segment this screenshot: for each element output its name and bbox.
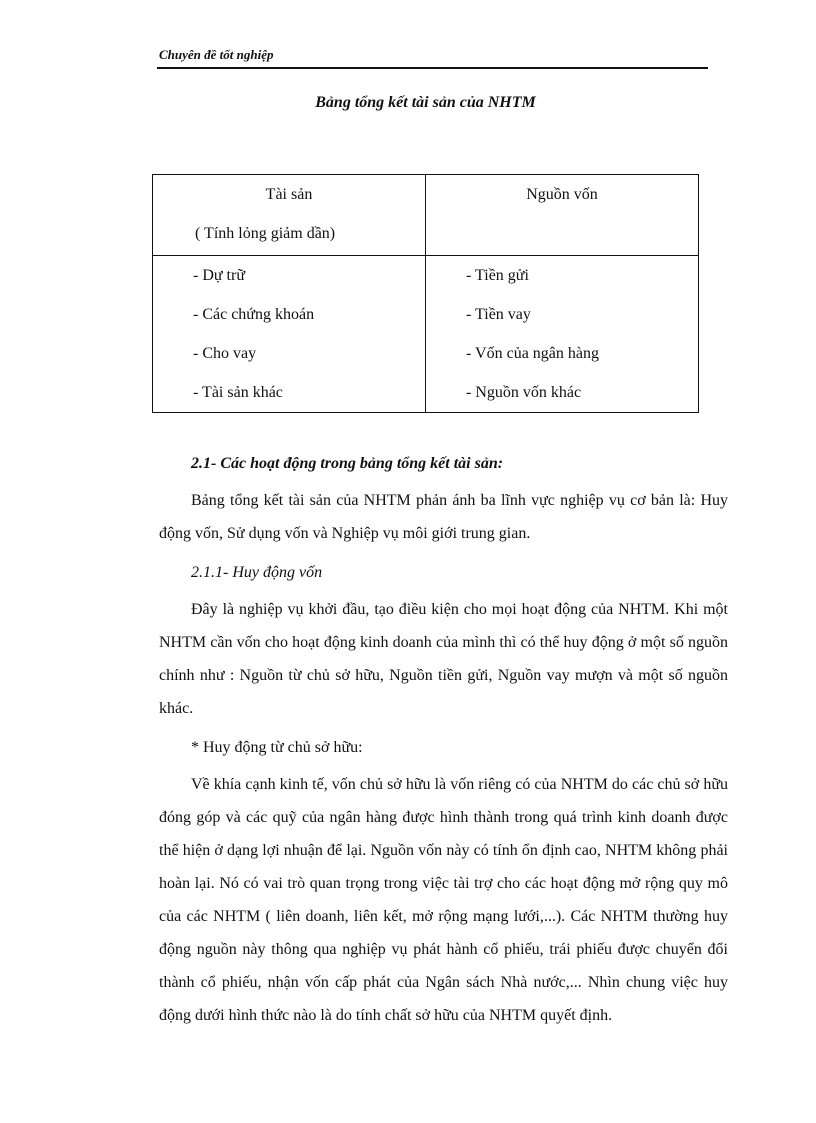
source-item: - Tiền gửi xyxy=(466,267,529,284)
source-item: - Vốn của ngân hàng xyxy=(466,345,599,362)
body-text xyxy=(159,447,728,1038)
paragraph-capital-mobilization: Đây là nghiệp vụ khởi đầu, tạo điều kiện cho mọi hoạt động của NHTM. Khi một NHTM cần vốn cho hoạt động kinh doanh của mình thì có thể huy động ở một số nguồn chính như : Nguồn từ chủ sở hữu, Nguồn tiền gửi, Nguồn vay mượn và một số nguồn khác. xyxy=(159,601,728,717)
table-header-row xyxy=(153,175,699,256)
assets-list-cell xyxy=(153,256,426,413)
running-header: Chuyên đề tốt nghiệp xyxy=(159,47,274,62)
assets-subheader: ( Tính lỏng giảm dần) xyxy=(195,225,336,242)
header-rule xyxy=(157,67,708,69)
balance-sheet-table xyxy=(152,174,699,413)
source-item: - Tiền vay xyxy=(466,306,531,323)
table-title: Bảng tổng kết tài sản của NHTM xyxy=(315,94,536,111)
sources-header: Nguồn vốn xyxy=(526,186,598,203)
assets-header: Tài sản xyxy=(265,186,313,203)
paragraph-intro: Bảng tổng kết tài sản của NHTM phản ánh ba lĩnh vực nghiệp vụ cơ bản là: Huy động vốn, Sử dụng vốn và Nghiệp vụ môi giới trung gian. xyxy=(159,492,728,542)
asset-item: - Dự trữ xyxy=(193,267,245,284)
paragraph-owner-equity: Về khía cạnh kinh tế, vốn chủ sở hữu là vốn riêng có của NHTM do các chủ sở hữu đóng góp và các quỹ của ngân hàng được hình thành trong quá trình kinh doanh được thể hiện ở dạng lợi nhuận để lại. Nguồn vốn này có tính ổn định cao, NHTM không phải hoàn lại. Nó có vai trò quan trọng trong việc tài trợ cho các hoạt động mở rộng quy mô của các NHTM ( liên doanh, liên kết, mở rộng mạng lưới,...). Các NHTM thường huy động nguồn này thông qua nghiệp vụ phát hành cổ phiếu, trái phiếu được chuyển đổi thành cổ phiếu, nhận vốn cấp phát của Ngân sách Nhà nước,... Nhìn chung việc huy động dưới hình thức nào là do tính chất sở hữu của NHTM quyết định. xyxy=(159,776,728,1024)
asset-item: - Tài sản khác xyxy=(193,384,283,401)
sources-header-cell xyxy=(426,175,699,256)
sources-list-cell xyxy=(426,256,699,413)
bullet-heading: * Huy động từ chủ sở hữu: xyxy=(191,739,363,756)
asset-item: - Các chứng khoán xyxy=(193,306,315,323)
table-body-row xyxy=(153,256,699,413)
asset-item: - Cho vay xyxy=(193,345,257,362)
section-heading: 2.1- Các hoạt động trong bảng tổng kết tài sản: xyxy=(191,455,504,472)
source-item: - Nguồn vốn khác xyxy=(466,384,582,401)
subsection-heading: 2.1.1- Huy động vốn xyxy=(191,564,323,581)
assets-header-cell xyxy=(153,175,426,256)
